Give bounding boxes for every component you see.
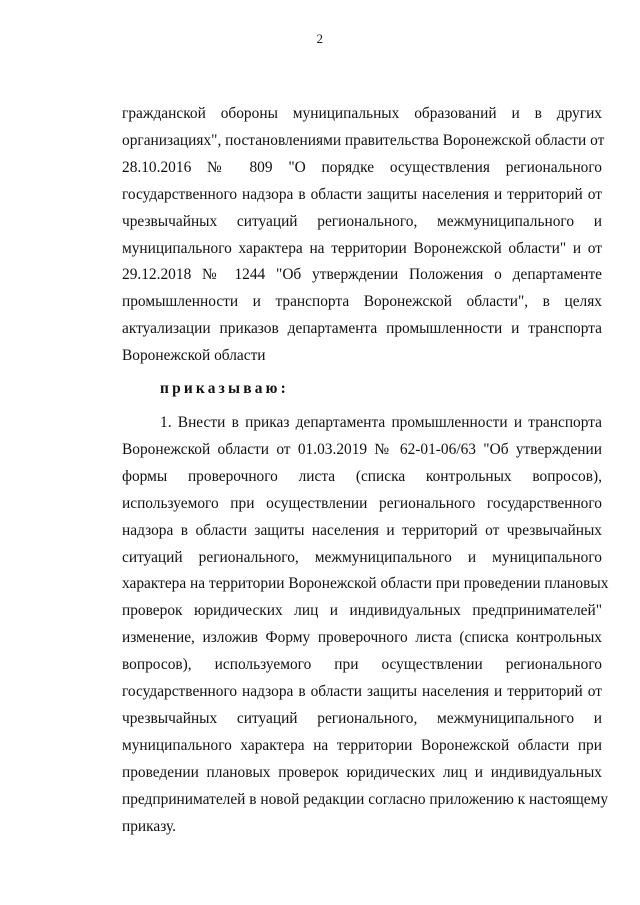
document-body <box>122 101 609 840</box>
text-line: промышленности и транспорта Воронежской области", в целях <box>122 293 602 311</box>
text-line: проведении плановых проверок юридических лиц и индивидуальных <box>122 763 602 781</box>
text-line: формы проверочного листа (списка контрольных вопросов), <box>122 467 602 485</box>
text-line: ситуаций регионального, межмуниципального и муниципального <box>122 548 602 566</box>
text-line: изменение, изложив Форму проверочного листа (списка контрольных <box>122 629 602 647</box>
page-number: 2 <box>316 31 324 46</box>
text-line: муниципального характера на территории Воронежской области при <box>122 736 602 754</box>
text-line: характера на территории Воронежской области при проведении плановых <box>122 575 609 593</box>
text-line: чрезвычайных ситуаций регионального, межмуниципального и <box>122 709 602 727</box>
text-line: 28.10.2016 № 809 "О порядке осуществления регионального <box>122 158 602 176</box>
text-line: государственного надзора в области защиты населения и территорий от <box>122 185 602 203</box>
text-line: Воронежской области <box>122 347 266 365</box>
text-line: 1. Внести в приказ департамента промышленности и транспорта <box>160 413 602 431</box>
paragraph-item-1 <box>122 410 609 841</box>
text-line: надзора в области защиты населения и территорий от чрезвычайных <box>122 521 602 539</box>
text-line: муниципального характера на территории Воронежской области" и от <box>122 239 602 257</box>
text-line: 29.12.2018 № 1244 "Об утверждении Положения о департаменте <box>122 266 602 284</box>
text-line: вопросов), используемого при осуществлении регионального <box>122 656 602 674</box>
text-line: приказу. <box>122 817 177 835</box>
order-word: приказываю: <box>160 380 289 398</box>
text-line: государственного надзора в области защиты населения и территорий от <box>122 683 602 701</box>
text-line: используемого при осуществлении регионального государственного <box>122 494 602 512</box>
text-line: актуализации приказов департамента промышленности и транспорта <box>122 320 602 338</box>
text-line: гражданской обороны муниципальных образований и в других <box>122 105 602 122</box>
text-line: проверок юридических лиц и индивидуальных предпринимателей" <box>122 602 602 620</box>
text-line: организациях", постановлениями правительства Воронежской области от <box>122 131 605 149</box>
text-line: Воронежской области от 01.03.2019 № 62-01-06/63 "Об утверждении <box>122 440 602 458</box>
text-line: чрезвычайных ситуаций регионального, межмуниципального и <box>122 212 602 230</box>
paragraph-preamble <box>122 101 605 370</box>
text-line: предпринимателей в новой редакции согласно приложению к настоящему <box>122 790 609 808</box>
